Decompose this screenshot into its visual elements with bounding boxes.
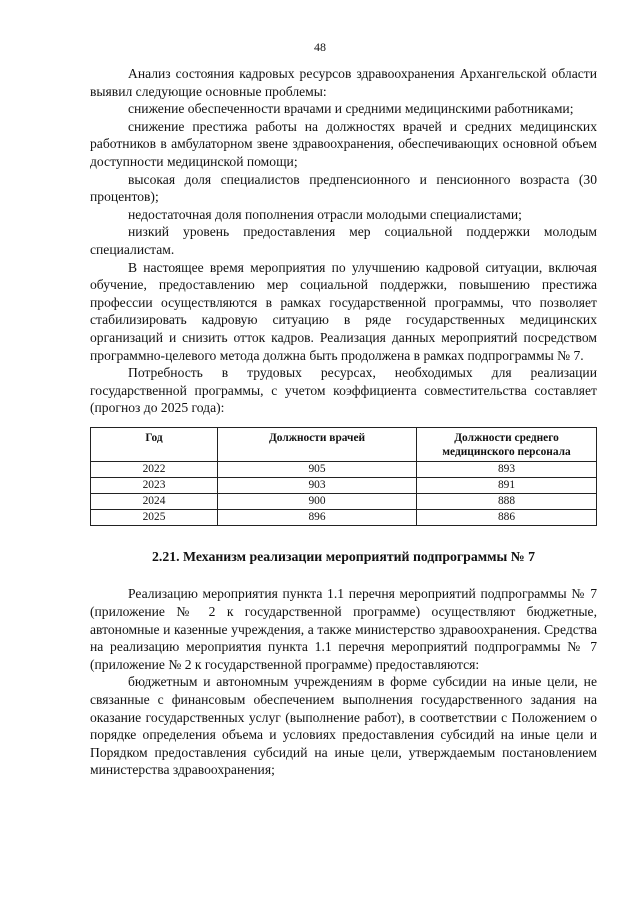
paragraph-problem-3: высокая доля специалистов предпенсионного и пенсионного возраста (30 процентов); [90,171,597,205]
table-row [91,477,597,493]
table-header-year: Год [91,427,218,461]
table-cell-year: 2022 [91,461,218,477]
table-row [91,461,597,477]
page-number: 48 [314,40,326,54]
paragraph-subsidies: бюджетным и автономным учреждениям в форме субсидии на иные цели, не связанные с финансовым обеспечением выполнения государственного задания на оказание государственных услуг (выполнение работ), в соответствии с Положением о порядке определения объема и условиях предоставления субсидий на иные цели и Порядком предоставления субсидий на иные цели, утверждаемым постановлением министерства здравоохранения; [90,674,597,778]
table-cell-nurses: 886 [417,509,597,525]
table-cell-nurses: 891 [417,477,597,493]
paragraph-current-measures: В настоящее время мероприятия по улучшению кадровой ситуации, включая обучение, предоставлению мер социальной поддержки, повышению престижа профессии осуществляются в рамках государственной программы, что позволяет стабилизировать кадровую ситуацию в ряде государственных медицинских организаций и снизить отток кадров. Реализация данных мероприятий посредством программно-целевого метода должна быть продолжена в рамках подпрограммы № 7. [90,259,597,363]
paragraph-problem-1: снижение обеспеченности врачами и средними медицинскими работниками; [128,101,574,117]
table-cell-doctors: 903 [218,477,417,493]
workforce-table [90,427,597,526]
paragraph-workforce-need: Потребность в трудовых ресурсах, необходимых для реализации государственной программы, с учетом коэффициента совместительства составляет (прогноз до 2025 года): [90,365,597,416]
table-cell-year: 2024 [91,493,218,509]
table-cell-doctors: 896 [218,509,417,525]
table-cell-nurses: 888 [417,493,597,509]
table-cell-year: 2025 [91,509,218,525]
table-cell-doctors: 900 [218,493,417,509]
table-cell-doctors: 905 [218,461,417,477]
paragraph-implementation: Реализацию мероприятия пункта 1.1 перечня мероприятий подпрограммы № 7 (приложение № 2 к государственной программе) осуществляют бюджетные, автономные и казенные учреждения, а также министерство здравоохранения. Средства на реализацию мероприятия пункта 1.1 перечня мероприятий подпрограммы № 7 (приложение № 2 к государственной программе) предоставляются: [90,586,597,672]
table-header-nurses: Должности среднего медицинского персонала [417,427,597,461]
paragraph-analysis-intro: Анализ состояния кадровых ресурсов здравоохранения Архангельской области выявил следующие основные проблемы: [90,66,597,99]
document-body [90,65,597,779]
table-cell-nurses: 893 [417,461,597,477]
paragraph-problem-2: снижение престижа работы на должностях врачей и средних медицинских работников в амбулаторном звене здравоохранения, обеспечивающих основной объем доступности медицинской помощи; [90,118,597,169]
table-header-doctors: Должности врачей [218,427,417,461]
section-heading: 2.21. Механизм реализации мероприятий подпрограммы № 7 [152,548,535,564]
table-row [91,509,597,525]
table-header-row [91,427,597,461]
table-row [91,493,597,509]
table-cell-year: 2023 [91,477,218,493]
paragraph-problem-5: низкий уровень предоставления мер социальной поддержки молодым специалистам. [90,224,597,257]
paragraph-problem-4: недостаточная доля пополнения отрасли молодыми специалистами; [128,206,522,222]
